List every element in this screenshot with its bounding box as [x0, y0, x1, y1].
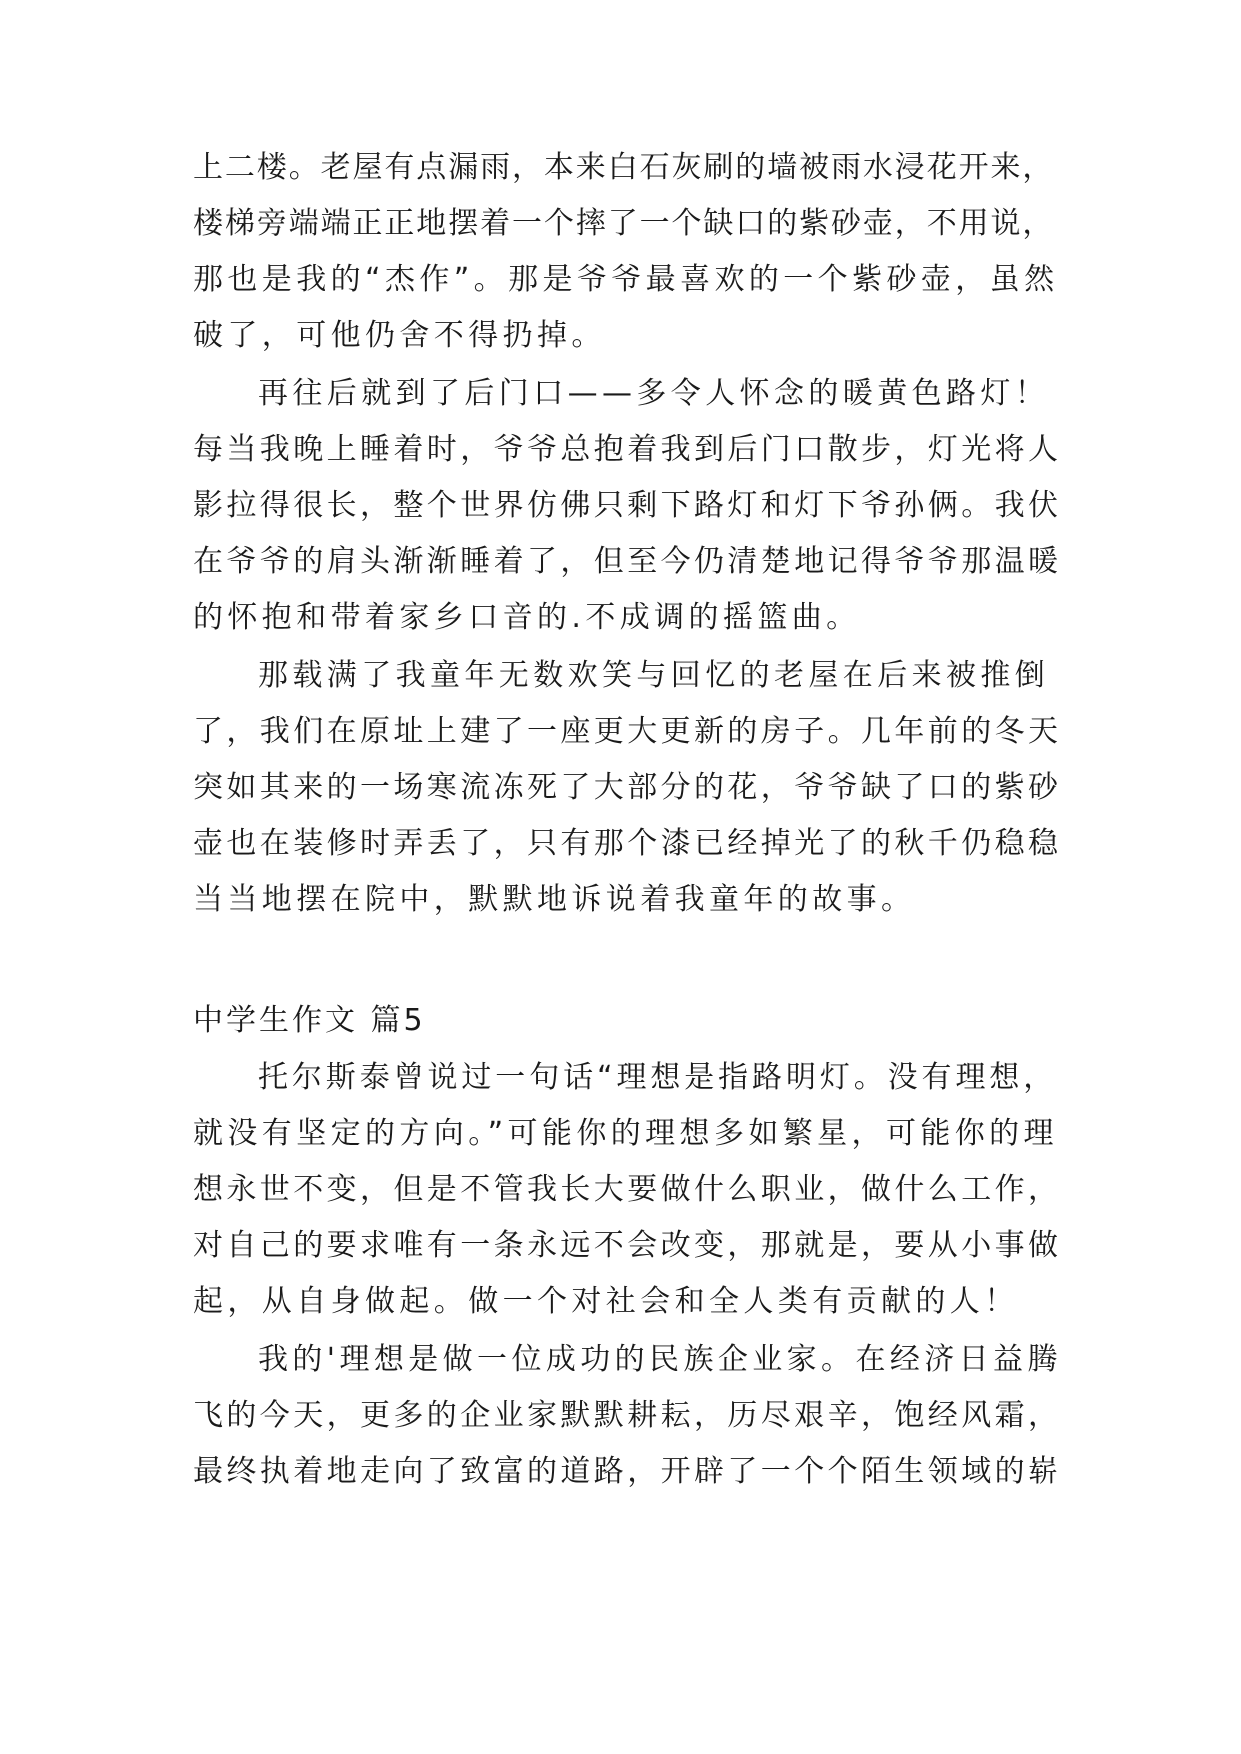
text-line: 每当我晚上睡着时，爷爷总抱着我到后门口散步，灯光将人	[193, 432, 1062, 467]
text-line: 当当地摆在院中，默默地诉说着我童年的故事。	[193, 882, 916, 917]
text-line: 楼梯旁端端正正地摆着一个摔了一个缺口的紫砂壶，不用说，	[193, 206, 1055, 241]
paragraph-first-line: 再往后就到了后门口——多令人怀念的暖黄色路灯！	[258, 376, 1050, 411]
text-line: 上二楼。老屋有点漏雨，本来白石灰刷的墙被雨水浸花开来，	[193, 150, 1055, 185]
paragraph-first-line: 我的'理想是做一位成功的民族企业家。在经济日益腾	[258, 1342, 1062, 1377]
text-line: 最终执着地走向了致富的道路，开辟了一个个陌生领域的崭	[193, 1454, 1062, 1489]
text-line: 壶也在装修时弄丢了，只有那个漆已经掉光了的秋千仍稳稳	[193, 826, 1062, 861]
text-line: 在爷爷的肩头渐渐睡着了，但至今仍清楚地记得爷爷那温暖	[193, 544, 1062, 579]
text-line: 就没有坚定的方向。”可能你的理想多如繁星，可能你的理	[193, 1116, 1058, 1151]
text-line: 的怀抱和带着家乡口音的.不成调的摇篮曲。	[193, 600, 861, 635]
text-line: 飞的今天，更多的企业家默默耕耘，历尽艰辛，饱经风霜，	[193, 1398, 1062, 1433]
text-line: 想永世不变，但是不管我长大要做什么职业，做什么工作，	[193, 1172, 1062, 1207]
paragraph-first-line: 那载满了我童年无数欢笑与回忆的老屋在后来被推倒	[258, 658, 1050, 693]
text-line: 对自己的要求唯有一条永远不会改变，那就是，要从小事做	[193, 1228, 1062, 1263]
text-line: 突如其来的一场寒流冻死了大部分的花，爷爷缺了口的紫砂	[193, 770, 1062, 805]
text-line: 破了，可他仍舍不得扔掉。	[193, 318, 606, 353]
text-line: 那也是我的“杰作”。那是爷爷最喜欢的一个紫砂壶，虽然	[193, 262, 1059, 297]
section-heading: 中学生作文 篇5	[193, 1003, 426, 1038]
text-line: 影拉得很长，整个世界仿佛只剩下路灯和灯下爷孙俩。我伏	[193, 488, 1062, 523]
text-line: 起，从自身做起。做一个对社会和全人类有贡献的人！	[193, 1284, 1019, 1319]
text-line: 了，我们在原址上建了一座更大更新的房子。几年前的冬天	[193, 714, 1062, 749]
paragraph-first-line: 托尔斯泰曾说过一句话“理想是指路明灯。没有理想，	[258, 1060, 1058, 1095]
